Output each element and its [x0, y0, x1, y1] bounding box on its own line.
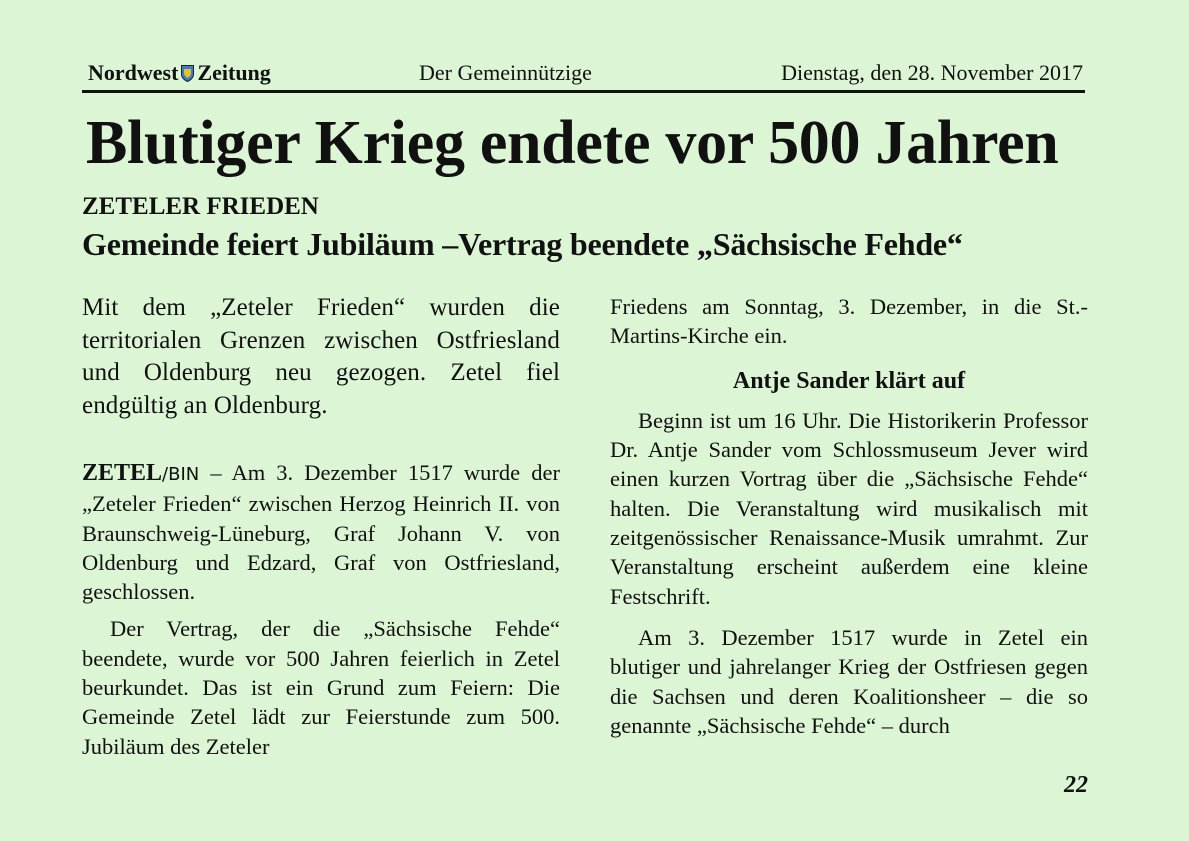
- section-heading: Antje Sander klärt auf: [732, 367, 966, 394]
- brand-right: Zeitung: [197, 60, 271, 85]
- article-column-1: [82, 292, 560, 761]
- body-paragraph-2: Der Vertrag, der die „Sächsische Fehde“ beendete, wurde vor 500 Jahren feierlich in Zetel beurkundet. Das ist ein Grund zum Feiern: Die Gemeinde Zetel lädt zur Feierstunde zum 500. Jubiläum des Zeteler: [82, 616, 560, 759]
- body-paragraph-5: Am 3. Dezember 1517 wurde in Zetel ein blutiger und jahrelanger Krieg der Ostfriesen gegen die Sachsen und deren Koalitionsheer – die so genannte „Sächsische Fehde“ – durch: [610, 624, 1088, 738]
- crest-icon: [181, 65, 194, 82]
- section-name: Der Gemeinnützige: [419, 60, 592, 85]
- masthead: [82, 58, 1085, 93]
- body-paragraph-1-text: – Am 3. Dezember 1517 wurde der „Zeteler Frieden“ zwischen Herzog Heinrich II. von Braunschweig-Lüneburg, Graf Johann V. von Oldenburg und Edzard, Graf von Ostfriesland, geschlossen.: [82, 460, 560, 605]
- newspaper-brand: [88, 60, 271, 86]
- page-number: 22: [1064, 772, 1088, 798]
- brand-left: Nordwest: [88, 60, 179, 85]
- body-paragraph-1: [82, 458, 560, 606]
- author-tag: /BIN: [162, 464, 200, 485]
- kicker: ZETELER FRIEDEN: [82, 193, 319, 220]
- issue-date: Dienstag, den 28. November 2017: [781, 60, 1083, 85]
- body-paragraph-3: Friedens am Sonntag, 3. Dezember, in die St.-Martins-Kirche ein.: [610, 294, 1088, 349]
- lead-paragraph: Mit dem „Zeteler Frieden“ wurden die territorialen Grenzen zwischen Ostfriesland und Oldenburg neu gezogen. Zetel fiel endgültig an Oldenburg.: [82, 294, 560, 419]
- dateline: ZETEL: [82, 460, 163, 486]
- subheadline: Gemeinde feiert Jubiläum –Vertrag beendete „Sächsische Fehde“: [82, 226, 963, 262]
- headline: Blutiger Krieg endete vor 500 Jahren: [86, 109, 1059, 177]
- article-column-2: [610, 292, 1088, 740]
- body-paragraph-4: Beginn ist um 16 Uhr. Die Historikerin Professor Dr. Antje Sander vom Schlossmuseum Jever wird einen kurzen Vortrag über die „Sächsische Fehde“ halten. Die Veranstaltung wird musikalisch mit zeitgenössischer Renaissance-Musik umrahmt. Zur Veranstaltung erscheint außerdem eine kleine Festschrift.: [610, 407, 1088, 609]
